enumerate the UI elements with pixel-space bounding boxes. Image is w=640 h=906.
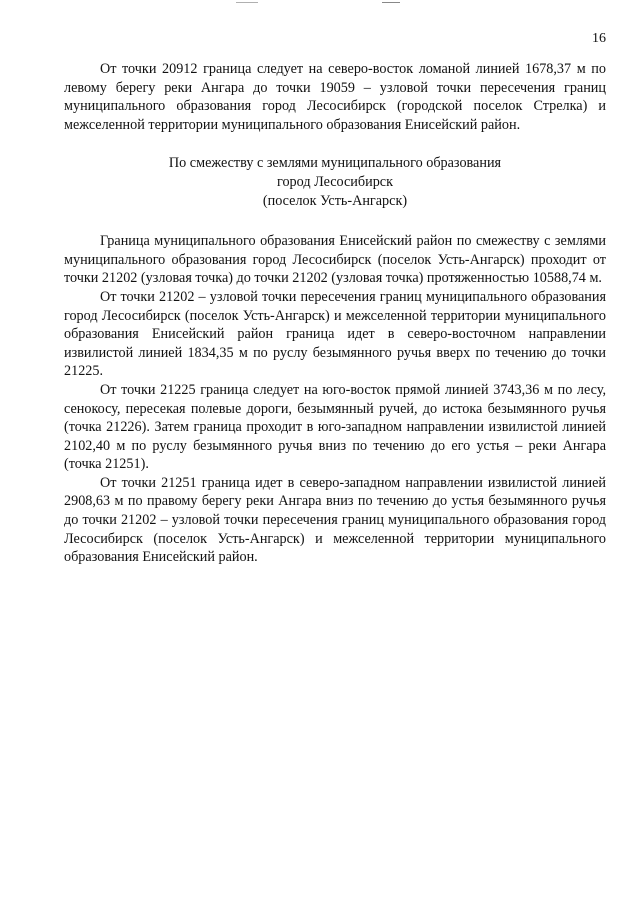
section-paragraph: От точки 21225 граница следует на юго-восток прямой линией 3743,36 м по лесу, сенокосу, пересекая полевые дороги, безымянный ручей, до истока безымянного ручья (точка 21226). Затем граница проходит в юго-западном направлении извилистой линией 2102,40 м по руслу безымянного ручья вниз по течению до его устья – реки Ангара (точка 21251). bbox=[64, 381, 606, 473]
section-paragraph: От точки 21251 граница идет в северо-западном направлении извилистой линией 2908,63 м по правому берегу реки Ангара вниз по течению до устья безымянного ручья до точки 21202 – узловой точки пересечения границ муниципального образования город Лесосибирск (поселок Усть-Ангарск) и межселенной территории муниципального образования Енисейский район. bbox=[64, 474, 606, 566]
scan-mark-left bbox=[236, 2, 258, 3]
page-number: 16 bbox=[592, 31, 606, 46]
section-paragraph: От точки 21202 – узловой точки пересечения границ муниципального образования город Лесосибирск (поселок Усть-Ангарск) и межселенной территории муниципального образования Енисейский район граница идет в северо-восточном направлении извилистой линией 1834,35 м по руслу безымянного ручья вверх по течению до точки 21225. bbox=[64, 288, 606, 380]
section-heading-line: По смежеству с землями муниципального образования bbox=[168, 155, 502, 172]
intro-paragraph: От точки 20912 граница следует на северо-восток ломаной линией 1678,37 м по левому берегу реки Ангара до точки 19059 – узловой точки пересечения границ муниципального образования город Лесосибирск (городской поселок Стрелка) и межселенной территории муниципального образования Енисейский район. bbox=[64, 61, 606, 133]
scan-header-marks bbox=[0, 0, 640, 8]
section-heading-line: город Лесосибирск bbox=[276, 173, 393, 190]
section-heading bbox=[64, 154, 606, 210]
document-body bbox=[64, 60, 606, 567]
section-paragraph: Граница муниципального образования Енисейский район по смежеству с землями муниципального образования город Лесосибирск (поселок Усть-Ангарск) проходит от точки 21202 (узловая точка) до точки 21202 (узловая точка) протяженностью 10588,74 м. bbox=[64, 233, 606, 287]
section-heading-line: (поселок Усть-Ангарск) bbox=[262, 192, 408, 209]
scan-mark-right bbox=[382, 2, 400, 3]
